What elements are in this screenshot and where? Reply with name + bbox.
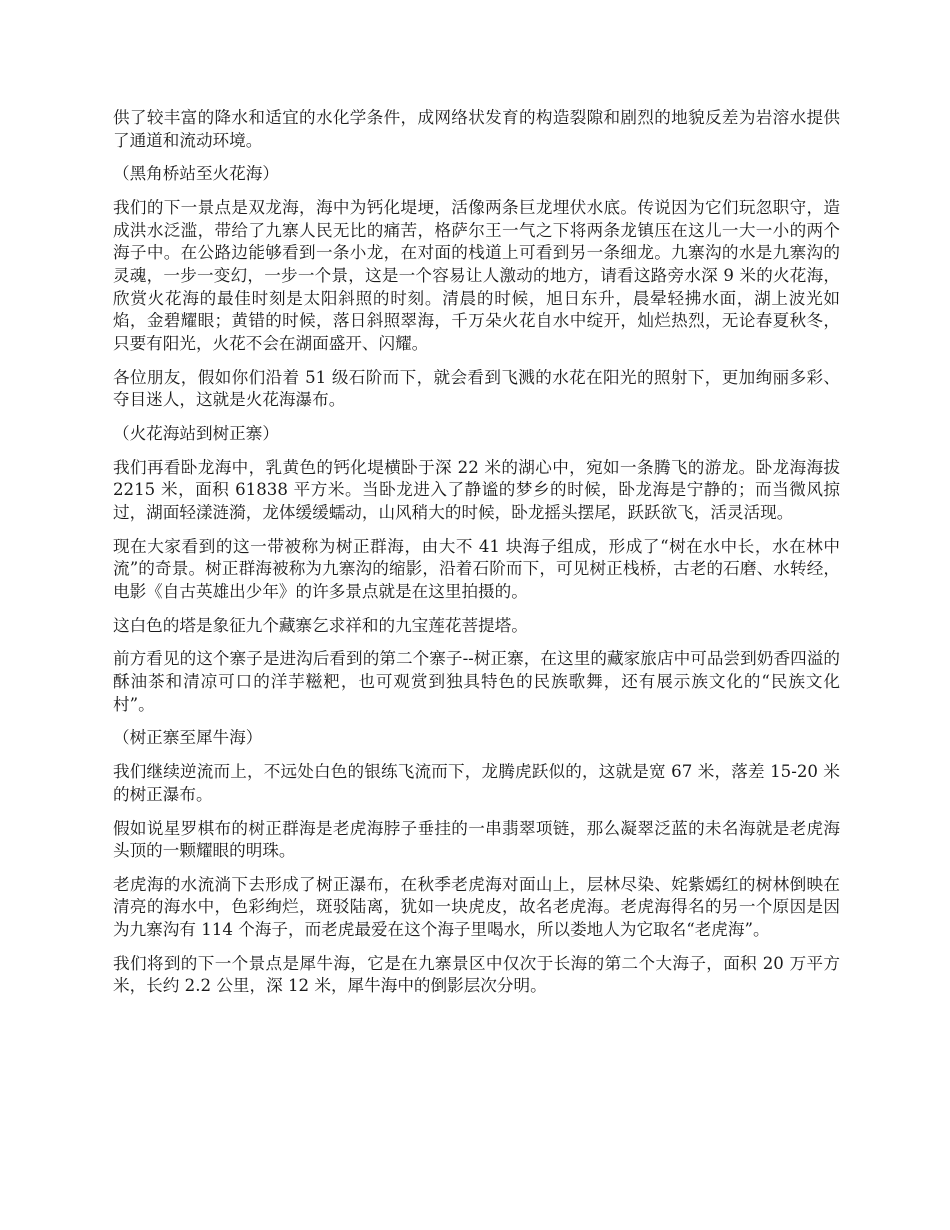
paragraph: 前方看见的这个寨子是进沟后看到的第二个寨子--树正寨，在这里的藏家旅店中可品尝到奶香四溢的酥油茶和清凉可口的洋芋糍粑，也可观赏到独具特色的民族歌舞，还有展示族文化的“民族文化村”。 (113, 649, 840, 714)
paragraph: 我们继续逆流而上，不远处白色的银练飞流而下，龙腾虎跃似的，这就是宽 67 米，落差 15-20 米的树正瀑布。 (113, 762, 840, 804)
paragraph: 老虎海的水流淌下去形成了树正瀑布，在秋季老虎海对面山上，层林尽染、姹紫嫣红的树林倒映在清亮的海水中，色彩绚烂，斑驳陆离，犹如一块虎皮，故名老虎海。老虎海得名的另一个原因是因为九寨沟有 114 个海子，而老虎最爱在这个海子里喝水，所以娄地人为它取名“老虎海”。 (113, 874, 840, 940)
document-page (113, 107, 840, 1009)
paragraph: 供了较丰富的降水和适宜的水化学条件，成网络状发育的构造裂隙和剧烈的地貌反差为岩溶水提供了通道和流动环境。 (113, 108, 840, 150)
paragraph: 这白色的塔是象征九个藏寨乞求祥和的九宝莲花菩提塔。 (113, 615, 528, 635)
paragraph: 我们的下一景点是双龙海，海中为钙化堤埂，活像两条巨龙埋伏水底。传说因为它们玩忽职守，造成洪水泛滥，带给了九寨人民无比的痛苦，格萨尔王一气之下将两条龙镇压在这儿一大一小的两个海子中。在公路边能够看到一条小龙，在对面的栈道上可看到另一条细龙。九寨沟的水是九寨沟的灵魂，一步一变幻，一步一个景，这是一个容易让人激动的地方，请看这路旁水深 9 米的火花海，欣赏火花海的最佳时刻是太阳斜照的时刻。清晨的时候，旭日东升，晨晕轻拂水面，湖上波光如焰，金碧耀眼；黄错的时候，落日斜照翠海，千万朵火花自水中绽开，灿烂热烈，无论春夏秋冬，只要有阳光，火花不会在湖面盛开、闪耀。 (113, 198, 840, 353)
section-heading: （树正寨至犀牛海） (113, 728, 263, 748)
paragraph: 现在大家看到的这一带被称为树正群海，由大不 41 块海子组成，形成了“树在水中长，水在林中流”的奇景。树正群海被称为九寨沟的缩影，沿着石阶而下，可见树正栈桥，古老的石磨、水转经，电影《自古英雄出少年》的许多景点就是在这里拍摄的。 (113, 536, 840, 601)
paragraph: 假如说星罗棋布的树正群海是老虎海脖子垂挂的一串翡翠项链，那么凝翠泛蓝的未名海就是老虎海头顶的一颗耀眼的明珠。 (113, 818, 840, 861)
section-heading: （火花海站到树正寨） (113, 423, 279, 443)
paragraph: 我们将到的下一个景点是犀牛海，它是在九寨景区中仅次于长海的第二个大海子，面积 20 万平方米，长约 2.2 公里，深 12 米，犀牛海中的倒影层次分明。 (113, 953, 840, 996)
paragraph: 我们再看卧龙海中，乳黄色的钙化堤横卧于深 22 米的湖心中，宛如一条腾飞的游龙。卧龙海海拔 2215 米，面积 61838 平方米。当卧龙进入了静谧的梦乡的时候，卧龙海是宁静的；而当微风掠过，湖面轻漾涟漪，龙体缓缓蠕动，山风稍大的时候，卧龙摇头摆尾，跃跃欲飞，活灵活现。 (113, 457, 840, 522)
section-heading: （黑角桥站至火花海） (113, 164, 279, 184)
paragraph: 各位朋友，假如你们沿着 51 级石阶而下，就会看到飞溅的水花在阳光的照射下，更加绚丽多彩、夺目迷人，这就是火花海瀑布。 (113, 367, 840, 410)
